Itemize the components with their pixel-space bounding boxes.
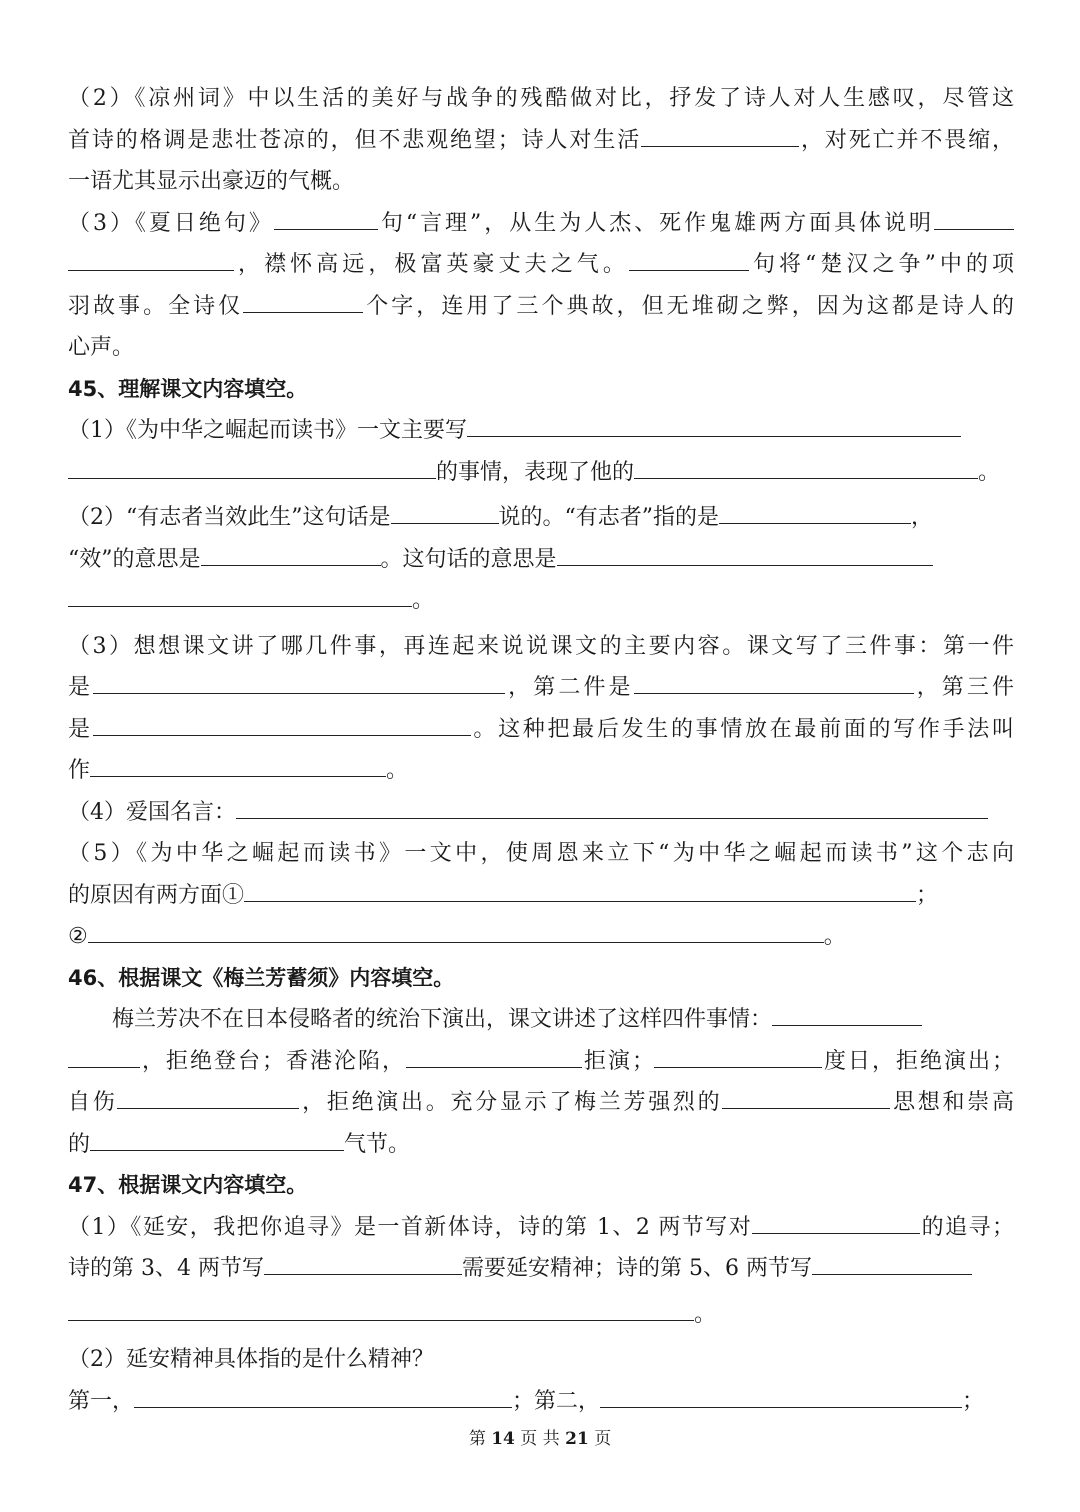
blank[interactable] — [772, 1005, 922, 1026]
text-line — [68, 626, 1014, 668]
text: ② — [68, 924, 88, 949]
text-line — [68, 750, 1014, 792]
blank[interactable] — [93, 673, 505, 694]
text: ，襟怀高远，极富英豪丈夫之气。 — [234, 252, 629, 277]
blank[interactable] — [90, 756, 386, 777]
text-line — [68, 833, 1014, 875]
text: 。 — [978, 459, 1001, 485]
question-heading-47 — [68, 1165, 1014, 1207]
text-line — [68, 497, 1014, 539]
text: ；第二， — [512, 1388, 601, 1414]
text-line — [68, 1294, 1014, 1336]
blank[interactable] — [68, 250, 234, 271]
blank[interactable] — [557, 545, 933, 566]
text: 。这句话的意思是 — [380, 546, 557, 572]
text: 个字，连用了三个典故，但无堆砌之弊，因为这都是诗人的 — [363, 293, 1014, 319]
text-line — [68, 1041, 1014, 1083]
text: ， — [911, 505, 934, 530]
blank[interactable] — [641, 126, 799, 147]
text: （2）延安精神具体指的是什么精神？ — [68, 1347, 434, 1372]
blank[interactable] — [243, 292, 363, 313]
text: （4）爱国名言： — [68, 799, 236, 825]
text: “效”的意思是 — [68, 546, 201, 572]
text: 度日，拒绝演出； — [821, 1048, 1014, 1074]
blank[interactable] — [236, 798, 988, 819]
text: 。 — [412, 588, 435, 613]
blank[interactable] — [406, 1047, 582, 1068]
blank[interactable] — [117, 1088, 299, 1109]
blank[interactable] — [719, 503, 911, 524]
text-line — [68, 410, 1014, 452]
blank[interactable] — [68, 586, 412, 607]
text-line — [68, 120, 1014, 162]
text: 自伤 — [68, 1090, 118, 1115]
blank[interactable] — [467, 416, 961, 437]
blank[interactable] — [93, 715, 471, 736]
footer-total-pages: 21 — [565, 1429, 589, 1449]
text-line — [68, 1124, 1014, 1166]
blank[interactable] — [88, 922, 824, 943]
text: 句“言理”，从生为人杰、死作鬼雄两方面具体说明 — [377, 210, 935, 236]
text-line — [68, 161, 1014, 203]
text: ，拒绝演出。充分显示了梅兰芳强烈的 — [299, 1090, 723, 1115]
footer-pre: 第 — [468, 1429, 486, 1449]
text: 心声。 — [68, 335, 135, 360]
text-line — [68, 1082, 1014, 1124]
blank[interactable] — [68, 1300, 694, 1321]
text-line — [68, 709, 1014, 751]
text-line — [68, 452, 1014, 494]
text-line — [68, 203, 1014, 245]
text: （2）《凉州词》中以生活的美好与战争的残酷做对比，抒发了诗人对人生感叹，尽管这 — [68, 86, 1014, 111]
question-heading-46 — [68, 958, 1014, 1000]
blank[interactable] — [134, 1387, 512, 1408]
heading-text: 46、根据课文《梅兰芳蓄须》内容填空。 — [68, 965, 455, 990]
text: 需要延安精神；诗的第 5、6 两节写 — [461, 1256, 812, 1281]
text: 一语尤其显示出豪迈的气概。 — [68, 169, 355, 194]
blank[interactable] — [634, 458, 978, 479]
footer-post: 页 — [594, 1429, 612, 1449]
text-line — [68, 286, 1014, 328]
blank[interactable] — [934, 209, 1014, 230]
heading-text: 45、理解课文内容填空。 — [68, 376, 308, 401]
text: 气节。 — [344, 1131, 411, 1157]
text-line — [68, 999, 1014, 1041]
text: ； — [962, 1388, 985, 1414]
text-line — [68, 667, 1014, 709]
text: 作 — [68, 758, 91, 783]
text-line — [68, 916, 1014, 958]
blank[interactable] — [634, 673, 914, 694]
text: （3）想想课文讲了哪几件事，再连起来说说课文的主要内容。课文写了三件事：第一件 — [68, 633, 1014, 659]
text-line — [68, 244, 1014, 286]
text-line — [68, 78, 1014, 120]
question-heading-45 — [68, 369, 1014, 411]
text-line — [68, 792, 1014, 834]
worksheet-page — [68, 78, 1014, 1422]
text-line — [68, 1339, 1014, 1381]
text-line — [68, 327, 1014, 369]
blank[interactable] — [722, 1088, 890, 1109]
text: ，拒绝登台；香港沦陷， — [140, 1048, 406, 1074]
text-line — [68, 1207, 1014, 1249]
blank[interactable] — [68, 458, 436, 479]
blank[interactable] — [68, 1047, 140, 1068]
text: 的追寻； — [920, 1214, 1014, 1240]
text: ，第二件是 — [505, 675, 634, 700]
text-line — [68, 1381, 1014, 1423]
text: 拒演； — [581, 1048, 654, 1074]
text: 。 — [694, 1301, 717, 1327]
text: 。 — [823, 924, 846, 949]
text: 的 — [68, 1131, 91, 1157]
heading-text: 47、根据课文内容填空。 — [68, 1173, 308, 1197]
text-line — [68, 539, 1014, 581]
text: 句将“楚汉之争”中的项 — [748, 252, 1014, 277]
blank[interactable] — [201, 545, 381, 566]
blank[interactable] — [264, 1254, 462, 1275]
text-line — [68, 1248, 1014, 1290]
blank[interactable] — [391, 503, 499, 524]
text: 第一， — [68, 1388, 135, 1414]
text: 说的。“有志者”指的是 — [498, 505, 719, 530]
text: 是 — [68, 675, 94, 700]
text: （5）《为中华之崛起而读书》一文中，使周恩来立下“为中华之崛起而读书”这个志向 — [68, 841, 1014, 866]
text: 羽故事。全诗仅 — [68, 293, 244, 319]
text: （1）《为中华之崛起而读书》一文主要写 — [68, 418, 467, 443]
text: 梅兰芳决不在日本侵略者的统治下演出，课文讲述了这样四件事情： — [112, 1007, 773, 1032]
text: 是 — [68, 716, 93, 742]
text: 诗的第 3、4 两节写 — [68, 1256, 264, 1281]
text-line — [68, 580, 1014, 622]
blank[interactable] — [812, 1254, 972, 1275]
footer-page-number: 14 — [491, 1429, 515, 1449]
blank[interactable] — [600, 1387, 962, 1408]
blank[interactable] — [90, 1130, 344, 1151]
text-line — [68, 875, 1014, 917]
text: 的事情，表现了他的 — [436, 459, 635, 485]
text: （1）《延安，我把你追寻》是一首新体诗，诗的第 1、2 两节写对 — [68, 1214, 753, 1240]
text: 。 — [386, 758, 409, 783]
text: ； — [916, 882, 939, 908]
text: ，第三件 — [913, 675, 1014, 700]
text: 的原因有两方面① — [68, 882, 245, 908]
blank[interactable] — [654, 1047, 822, 1068]
text: （2）“有志者当效此生”这句话是 — [68, 505, 391, 530]
blank[interactable] — [629, 250, 749, 271]
blank[interactable] — [244, 881, 916, 902]
page-footer — [0, 1424, 1080, 1449]
blank[interactable] — [274, 209, 378, 230]
text: 思想和崇高 — [890, 1090, 1014, 1115]
text: （3）《夏日绝句》 — [68, 210, 274, 236]
text: ，对死亡并不畏缩， — [799, 127, 1014, 153]
blank[interactable] — [752, 1213, 920, 1234]
text: 。这种把最后发生的事情放在最前面的写作手法叫 — [470, 716, 1014, 742]
text: 首诗的格调是悲壮苍凉的，但不悲观绝望；诗人对生活 — [68, 127, 642, 153]
footer-mid: 页 共 — [520, 1429, 560, 1449]
